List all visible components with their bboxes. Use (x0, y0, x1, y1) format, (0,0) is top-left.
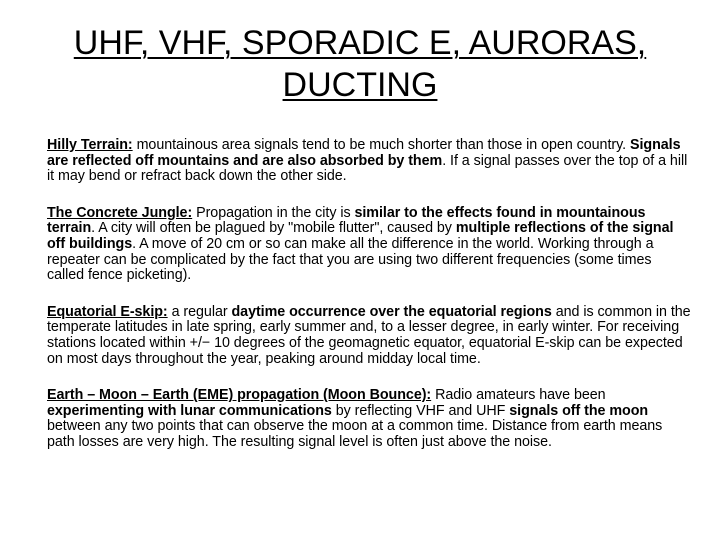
paragraph-text: . A move of 20 cm or so can make all the difference in the world. Working through a repeater can be complicated by the fact that you are using two different frequencies (some times called fence picketing). (47, 235, 654, 284)
paragraph-text: mountainous area signals tend to be much shorter than those in open country. (132, 137, 630, 153)
paragraph-emphasis: signals off the moon (509, 402, 649, 419)
paragraph-text: Propagation in the city is (192, 204, 355, 221)
paragraph-heading: The Concrete Jungle: (47, 204, 193, 221)
paragraph-text: and is common in the temperate latitudes in late spring, early summer and, to a lesser degree, in early winter. For receiving stations located within +/− 10 degrees of the geomagnetic equator, equatorial E-skip can be expected on most days throughout the year, peaking around midday local time. (47, 303, 691, 367)
slide-title: UHF, VHF, SPORADIC E, AURORAS, DUCTING (73, 24, 647, 104)
paragraph-emphasis: experimenting with lunar communications (47, 402, 332, 419)
paragraph-heading: Earth – Moon – Earth (EME) propagation (Moon Bounce): (47, 387, 432, 404)
paragraph-emphasis: daytime occurrence over the equatorial regions (231, 303, 552, 320)
paragraph-concrete-jungle (47, 206, 692, 284)
paragraph-text: . A city will often be plagued by "mobile flutter", caused by (91, 220, 456, 237)
paragraph-emphasis: multiple reflections of the signal off buildings (47, 220, 674, 252)
paragraph-text: a regular (167, 303, 232, 320)
paragraph-text: by reflecting VHF and UHF (331, 402, 510, 419)
paragraph-text: . If a signal passes over the top of a hill it may bend or refract back down the other side. (47, 152, 688, 185)
slide-body (47, 138, 692, 472)
paragraph-heading: Equatorial E-skip: (47, 303, 168, 320)
paragraph-heading: Hilly Terrain: (47, 137, 133, 153)
paragraph-emphasis: similar to the effects found in mountainous terrain (47, 204, 646, 237)
paragraph-equatorial-e-skip (47, 305, 692, 367)
paragraph-text: between any two points that can observe the moon at a common time. Distance from earth means path losses are very high. The resulting signal level is often just above the noise. (47, 418, 663, 450)
paragraph-text: Radio amateurs have been (431, 387, 606, 404)
paragraph-emphasis: Signals are reflected off mountains and are also absorbed by them (47, 137, 681, 169)
paragraph-moon-bounce (47, 388, 692, 450)
paragraph-hilly-terrain (47, 138, 692, 185)
